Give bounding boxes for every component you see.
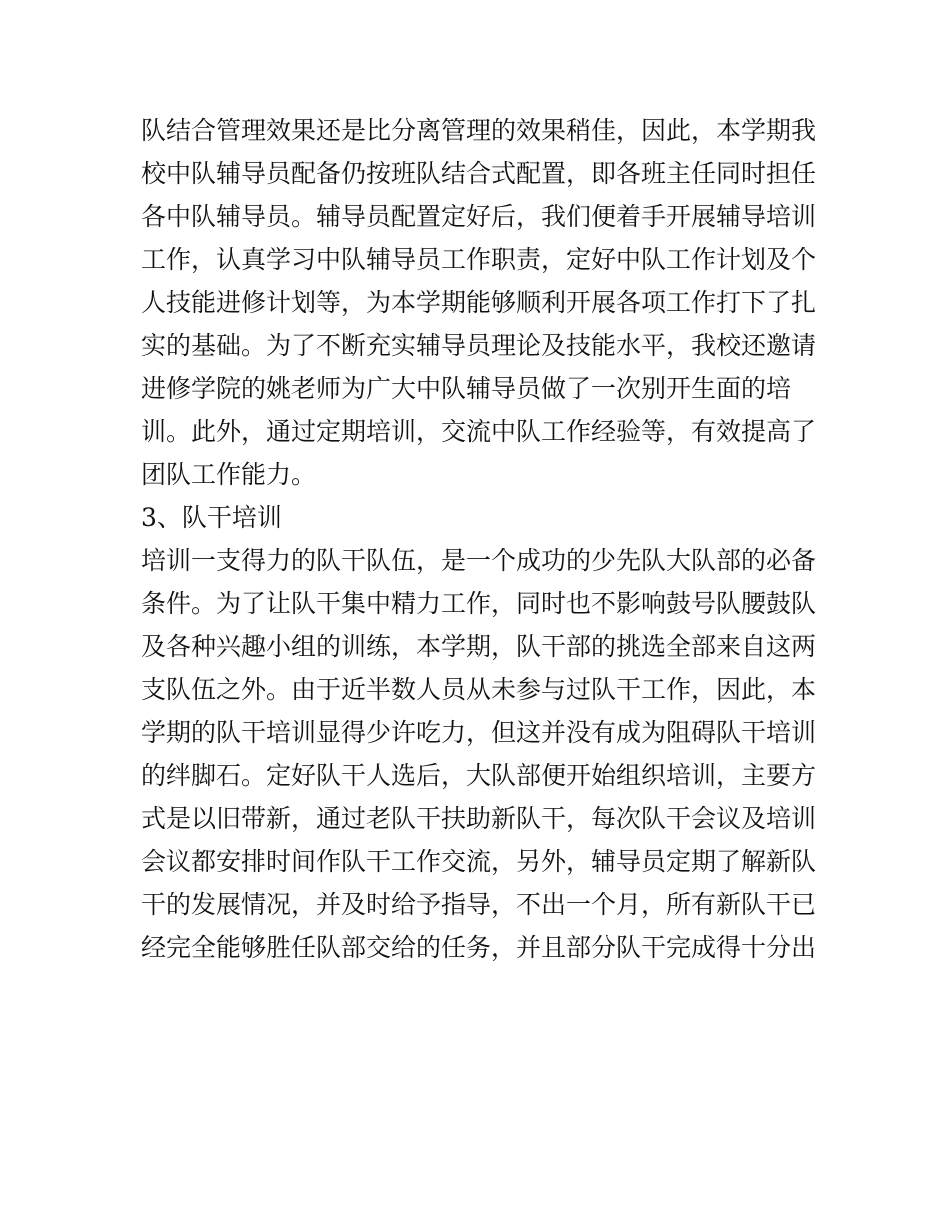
text-line: 及各种兴趣小组的训练，本学期，队干部的挑选全部来自这两 bbox=[141, 632, 817, 661]
text-line: 条件。为了让队干集中精力工作，同时也不影响鼓号队腰鼓队 bbox=[141, 589, 817, 618]
text-line: 干的发展情况，并及时给予指导，不出一个月，所有新队干已 bbox=[141, 890, 817, 919]
text-line: 实的基础。为了不断充实辅导员理论及技能水平，我校还邀请 bbox=[141, 331, 817, 360]
text-line: 训。此外，通过定期培训，交流中队工作经验等，有效提高了 bbox=[141, 417, 817, 446]
body-text bbox=[141, 109, 821, 969]
text-line: 队结合管理效果还是比分离管理的效果稍佳，因此，本学期我 bbox=[141, 116, 817, 145]
text-line: 培训一支得力的队干队伍，是一个成功的少先队大队部的必备 bbox=[141, 546, 817, 575]
text-line: 经完全能够胜任队部交给的任务，并且部分队干完成得十分出 bbox=[141, 933, 817, 962]
text-line: 的绊脚石。定好队干人选后，大队部便开始组织培训，主要方 bbox=[141, 761, 817, 790]
text-line: 学期的队干培训显得少许吃力，但这并没有成为阻碍队干培训 bbox=[141, 718, 817, 747]
text-line: 人技能进修计划等，为本学期能够顺利开展各项工作打下了扎 bbox=[141, 288, 817, 317]
text-line: 校中队辅导员配备仍按班队结合式配置，即各班主任同时担任 bbox=[141, 159, 817, 188]
text-line: 团队工作能力。 bbox=[141, 460, 317, 489]
text-line: 会议都安排时间作队干工作交流，另外，辅导员定期了解新队 bbox=[141, 847, 817, 876]
text-line: 各中队辅导员。辅导员配置定好后，我们便着手开展辅导培训 bbox=[141, 202, 817, 231]
text-line: 工作，认真学习中队辅导员工作职责，定好中队工作计划及个 bbox=[141, 245, 817, 274]
section-heading: 3、队干培训 bbox=[141, 503, 282, 532]
text-line: 支队伍之外。由于近半数人员从未参与过队干工作，因此，本 bbox=[141, 675, 817, 704]
text-line: 进修学院的姚老师为广大中队辅导员做了一次别开生面的培 bbox=[141, 374, 792, 403]
text-line: 式是以旧带新，通过老队干扶助新队干，每次队干会议及培训 bbox=[141, 804, 817, 833]
